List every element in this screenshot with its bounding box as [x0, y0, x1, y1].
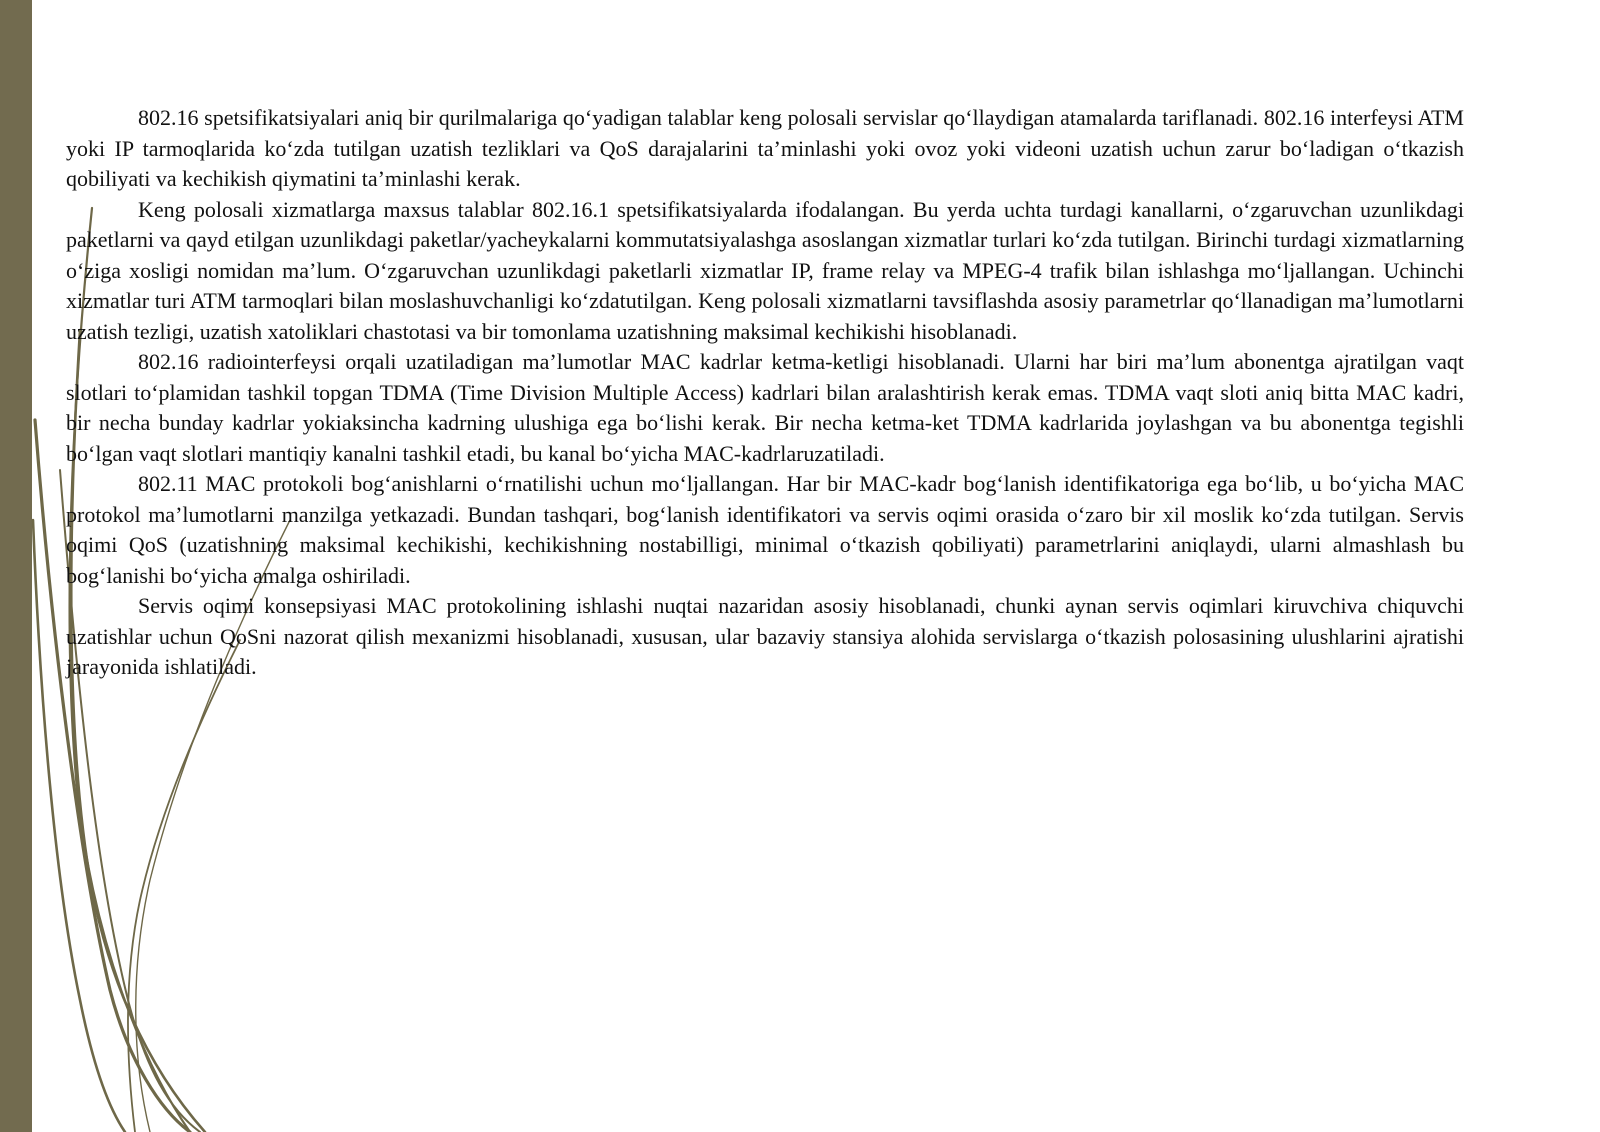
paragraph-mac-protocol: 802.11 MAC protokoli bog‘anishlarni o‘rnatilishi uchun mo‘ljallangan. Har bir MAC-kadr bog‘lanish identifikatoriga ega bo‘lib, u bo‘yicha MAC protokol ma’lumotlarni manzilga yetkazadi. Bundan tashqari, bog‘lanish identifikatori va servis oqimi orasida o‘zaro bir xil moslik ko‘zda tutilgan. Servis oqimi QoS (uzatishning maksimal kechikishi, kechikishning nostabilligi, minimal o‘tkazish qobiliyati) parametrlarini aniqlaydi, ularni almashlash bu bog‘lanishi bo‘yicha amalga oshiriladi.: [66, 471, 1464, 588]
paragraph-radio-interface: 802.16 radiointerfeysi orqali uzatiladigan ma’lumotlar MAC kadrlar ketma-ketligi hisoblanadi. Ularni har biri ma’lum abonentga ajratilgan vaqt slotlari to‘plamidan tashkil topgan TDMA (Time Division Multiple Access) kadrlari bilan aralashtirish kerak emas. TDMA vaqt sloti aniq bitta MAC kadri, bir necha bunday kadrlar yokiaksincha kadrning ulushiga ega bo‘lishi kerak. Bir necha ketma-ket TDMA kadrlarida joylashgan va bu abonentga tegishli bo‘lgan vaqt slotlari mantiqiy kanalni tashkil etadi, bu kanal bo‘yicha MAC-kadrlaruzatiladi.: [66, 349, 1464, 466]
document-body: [66, 103, 1464, 683]
paragraph-service-flow: Servis oqimi konsepsiyasi MAC protokolining ishlashi nuqtai nazaridan asosiy hisoblanadi, chunki aynan servis oqimlari kiruvchiva chiquvchi uzatishlar uchun QoSni nazorat qilish mexanizmi hisoblanadi, xususan, ular bazaviy stansiya alohida servislarga o‘tkazish polosasining ulushlarini ajratishi jarayonida ishlatiladi.: [66, 593, 1464, 679]
side-accent-bar: [0, 0, 32, 1132]
paragraph-broadband-services: Keng polosali xizmatlarga maxsus talablar 802.16.1 spetsifikatsiyalarda ifodalangan. Bu yerda uchta turdagi kanallarni, o‘zgaruvchan uzunlikdagi paketlarni va qayd etilgan uzunlikdagi paketlar/yacheykalarni kommutatsiyalashga asoslangan xizmatlar turlari ko‘zda tutilgan. Birinchi turdagi xizmatlarning o‘ziga xosligi nomidan ma’lum. O‘zgaruvchan uzunlikdagi paketlarli xizmatlar IP, frame relay va MPEG-4 trafik bilan ishlashga mo‘ljallangan. Uchinchi xizmatlar turi ATM tarmoqlari bilan moslashuvchanligi ko‘zdatutilgan. Keng polosali xizmatlarni tavsiflashda asosiy parametrlar qo‘llanadigan ma’lumotlarni uzatish tezligi, uzatish xatoliklari chastotasi va bir tomonlama uzatishning maksimal kechikishi hisoblanadi.: [66, 196, 1464, 344]
swoosh-line-5: [128, 640, 240, 1132]
paragraph-802-16-specs: 802.16 spetsifikatsiyalari aniq bir qurilmalariga qo‘yadigan talablar keng polosali servislar qo‘llaydigan atamalarda tariflanadi. 802.16 interfeysi ATM yoki IP tarmoqlarida ko‘zda tutilgan uzatish tezliklari va QoS darajalarini ta’minlashi yoki ovoz yoki videoni uzatish uchun zarur bo‘ladigan o‘tkazish qobiliyati va kechikish qiymatini ta’minlashi kerak.: [66, 105, 1464, 191]
